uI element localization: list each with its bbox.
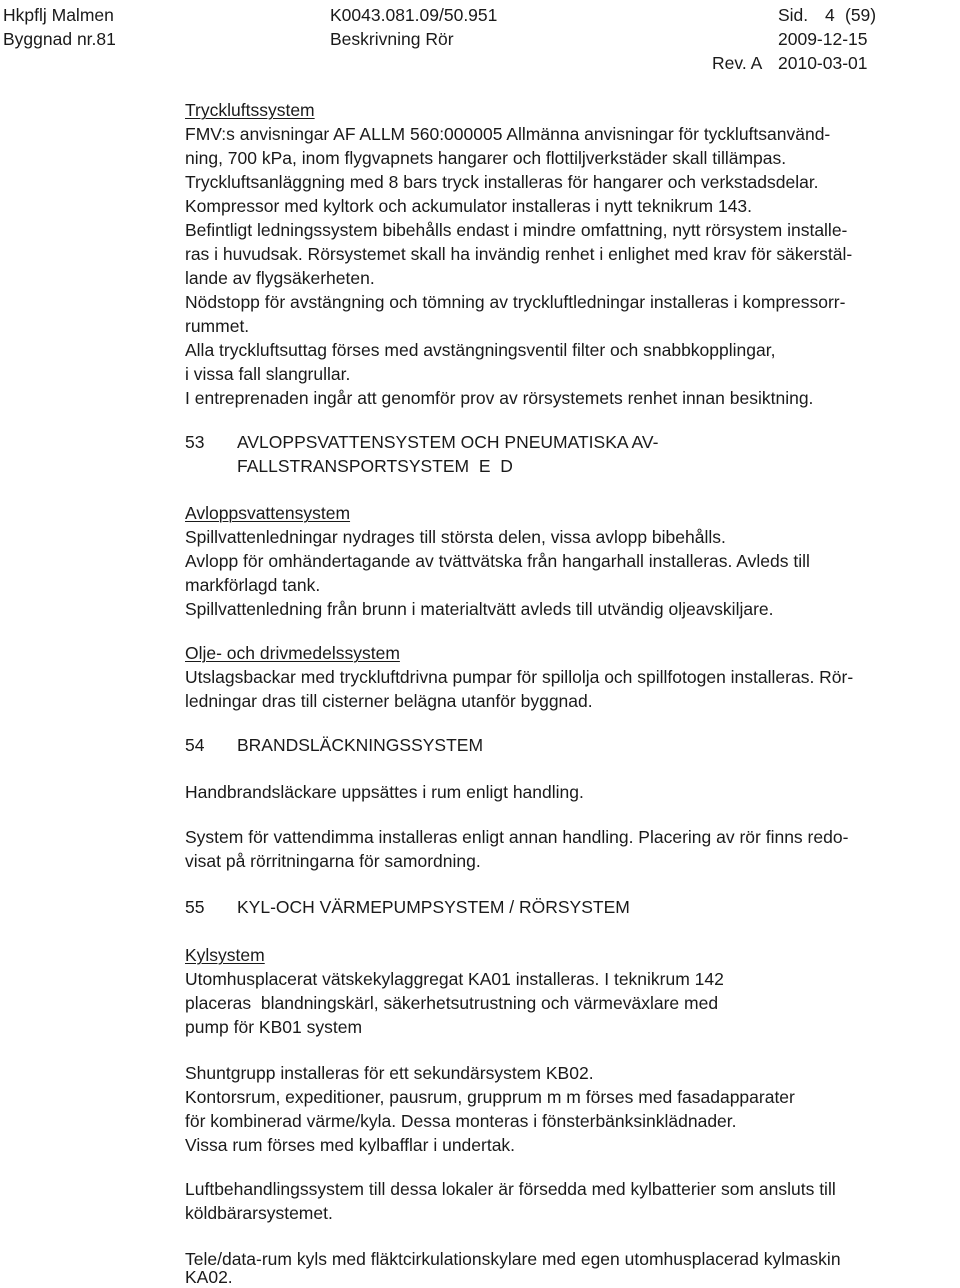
header-building: Byggnad nr.81 — [3, 29, 116, 49]
section-number-55: 55 — [185, 897, 205, 917]
heading-olje-drivmedelssystem: Olje- och drivmedelssystem — [185, 643, 400, 663]
header-revision: Rev. A — [712, 53, 763, 73]
paragraph-line: Kontorsrum, expeditioner, pausrum, grupprum m m förses med fasadapparater — [185, 1087, 795, 1107]
paragraph-line: Befintligt ledningssystem bibehålls endast i mindre omfattning, nytt rörsystem installe- — [185, 220, 848, 240]
paragraph-line: I entreprenaden ingår att genomför prov av rörsystemets renhet innan besiktning. — [185, 388, 814, 408]
header-doc-number: K0043.081.09/50.951 — [330, 5, 498, 25]
paragraph-line: FMV:s anvisningar AF ALLM 560:000005 Allmänna anvisningar för tyckluftsanvänd- — [185, 124, 831, 144]
section-number-54: 54 — [185, 735, 205, 755]
header-sid-label: Sid. — [778, 5, 809, 25]
heading-avloppsvattensystem: Avloppsvattensystem — [185, 503, 351, 523]
paragraph-line: System för vattendimma installeras enligt annan handling. Placering av rör finns redo- — [185, 827, 849, 847]
header-org: Hkpflj Malmen — [3, 5, 114, 25]
paragraph-line: Tryckluftsanläggning med 8 bars tryck installeras för hangarer och verkstadsdelar. — [185, 172, 819, 192]
paragraph-line: pump för KB01 system — [185, 1017, 363, 1037]
paragraph-line: ning, 700 kPa, inom flygvapnets hangarer och flottiljverkstäder skall tillämpas. — [185, 148, 787, 168]
paragraph-line: Utslagsbackar med tryckluftdrivna pumpar för spillolja och spillfotogen installeras. Rör- — [185, 667, 854, 687]
paragraph-line: Alla tryckluftsuttag förses med avstängningsventil filter och snabbkopplingar, — [185, 340, 776, 360]
section-number-53: 53 — [185, 432, 205, 452]
paragraph-line: Nödstopp för avstängning och tömning av tryckluftledningar installeras i kompressorr- — [185, 292, 846, 312]
paragraph-line: Spillvattenledning från brunn i materialtvätt avleds till utvändig oljeavskiljare. — [185, 599, 774, 619]
header-date: 2009-12-15 — [778, 29, 868, 49]
header-page-total: (59) — [845, 5, 877, 25]
paragraph-line: Spillvattenledningar nydrages till största delen, vissa avlopp bibehålls. — [185, 527, 726, 547]
paragraph-line: köldbärarsystemet. — [185, 1203, 333, 1223]
paragraph-line: Handbrandsläckare uppsättes i rum enligt handling. — [185, 782, 584, 802]
paragraph-line: för kombinerad värme/kyla. Dessa monteras i fönsterbänksinklädnader. — [185, 1111, 737, 1131]
heading-tryckluftssystem: Tryckluftssystem — [185, 100, 315, 120]
paragraph-line: placeras blandningskärl, säkerhetsutrustning och värmeväxlare med — [185, 993, 719, 1013]
section-title-53-cont: FALLSTRANSPORTSYSTEM E D — [237, 456, 513, 476]
paragraph-line: rummet. — [185, 316, 250, 336]
paragraph-line: Kompressor med kyltork och ackumulator installeras i nytt teknikrum 143. — [185, 196, 753, 216]
paragraph-line: ledningar dras till cisterner belägna utanför byggnad. — [185, 691, 593, 711]
paragraph-line: Tele/data-rum kyls med fläktcirkulationskylare med egen utomhusplacerad kylmaskin — [185, 1249, 841, 1269]
section-title-54: BRANDSLÄCKNINGSSYSTEM — [237, 735, 484, 755]
paragraph-line: Shuntgrupp installeras för ett sekundärsystem KB02. — [185, 1063, 594, 1083]
header-doc-title: Beskrivning Rör — [330, 29, 454, 49]
paragraph-line: Vissa rum förses med kylbafflar i undertak. — [185, 1135, 516, 1155]
section-title-55: KYL-OCH VÄRMEPUMPSYSTEM / RÖRSYSTEM — [237, 897, 630, 917]
paragraph-line: Utomhusplacerat vätskekylaggregat KA01 installeras. I teknikrum 142 — [185, 969, 724, 989]
paragraph-line: visat på rörritningarna för samordning. — [185, 851, 481, 871]
paragraph-line: Luftbehandlingssystem till dessa lokaler är försedda med kylbatterier som ansluts till — [185, 1179, 836, 1199]
paragraph-line: markförlagd tank. — [185, 575, 321, 595]
paragraph-line: lande av flygsäkerheten. — [185, 268, 375, 288]
heading-kylsystem: Kylsystem — [185, 945, 265, 965]
paragraph-line: i vissa fall slangrullar. — [185, 364, 351, 384]
paragraph-line: KA02. — [185, 1267, 233, 1287]
header-page-number: 4 — [825, 5, 835, 25]
paragraph-line: Avlopp för omhändertagande av tvättvätska från hangarhall installeras. Avleds till — [185, 551, 810, 571]
paragraph-line: ras i huvudsak. Rörsystemet skall ha invändig renhet i enlighet med krav för säkerstäl- — [185, 244, 853, 264]
header-revision-date: 2010-03-01 — [778, 53, 868, 73]
section-title-53: AVLOPPSVATTENSYSTEM OCH PNEUMATISKA AV- — [237, 432, 659, 452]
